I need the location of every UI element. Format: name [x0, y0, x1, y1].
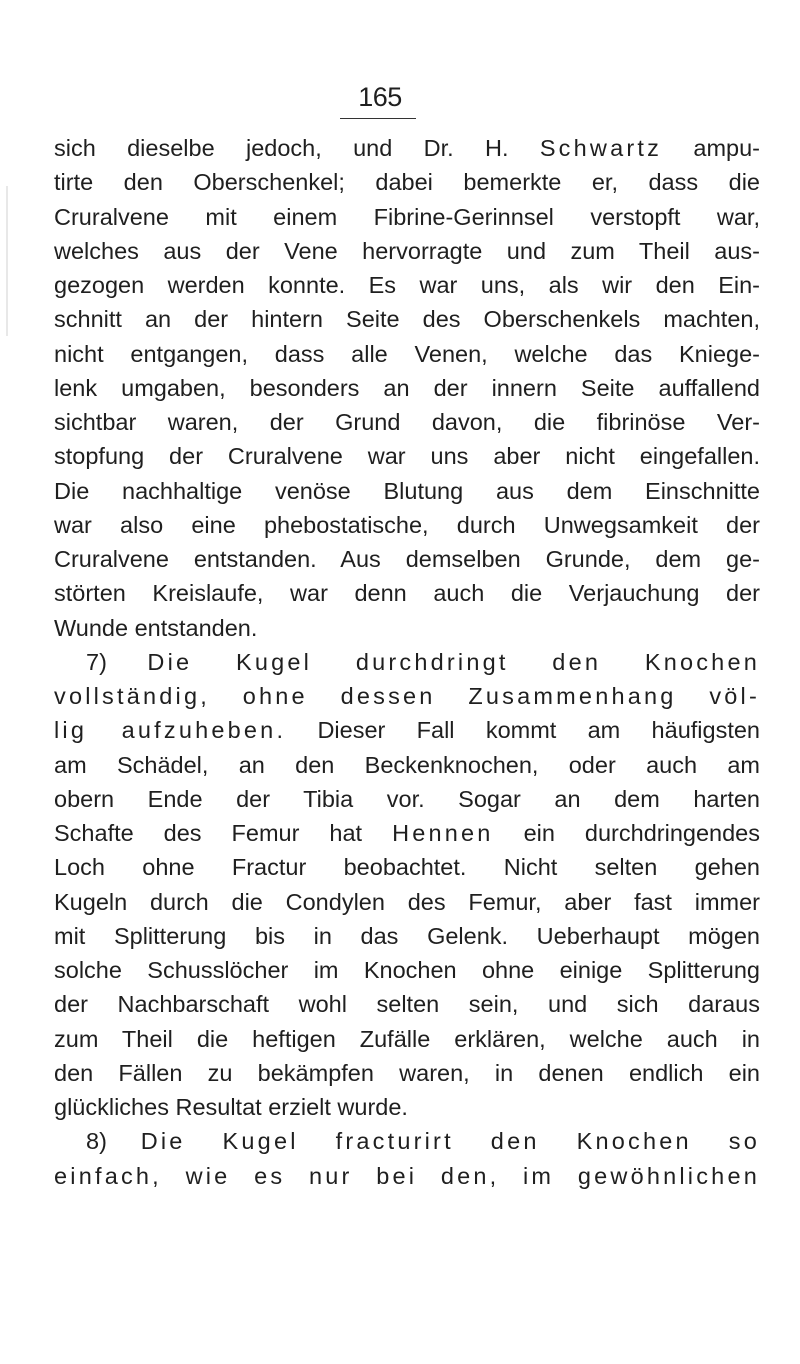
page-number-rule: [340, 118, 416, 119]
spaced-name: Schwartz: [539, 135, 663, 161]
text-line: welches aus der Vene hervorragte und zum Theil aus-: [54, 237, 760, 264]
spaced-heading: vollständig, ohne dessen Zusammenhang völ-: [54, 683, 760, 709]
spaced-heading: Die Kugel fracturirt den Knochen so: [140, 1128, 760, 1155]
text-line: störten Kreislaufe, war denn auch die Verjauchung der: [54, 580, 760, 607]
text-line: solche Schusslöcher im Knochen ohne einige Splitterung: [54, 957, 760, 983]
text-line: tirte den Oberschenkel; dabei bemerkte er, dass die: [54, 169, 760, 196]
text-line: Cruralvene mit einem Fibrine-Gerinnsel verstopft war,: [54, 203, 760, 230]
text-line: den Fällen zu bekämpfen waren, in denen endlich ein: [54, 1059, 760, 1086]
text-line: Die nachhaltige venöse Blutung aus dem Einschnitte: [54, 477, 760, 504]
section-heading-line: [54, 679, 760, 713]
text-line: Loch ohne Fractur beobachtet. Nicht selten gehen: [54, 854, 760, 881]
text-line: am Schädel, an den Beckenknochen, oder auch am: [54, 751, 760, 778]
text-line: sich dieselbe jedoch, und Dr. H. Schwartz ampu-: [54, 135, 760, 161]
spaced-heading: einfach, wie es nur bei den, im gewöhnlichen: [54, 1162, 760, 1189]
text-line: zum Theil die heftigen Zufälle erklären, welche auch in: [54, 1025, 760, 1052]
spaced-heading: Die Kugel durchdringt den Knochen: [147, 648, 760, 675]
spaced-name: Hennen: [392, 820, 494, 846]
text-line: der Nachbarschaft wohl selten sein, und sich daraus: [54, 991, 760, 1018]
text-line: gezogen werden konnte. Es war uns, als wir den Ein-: [54, 272, 760, 298]
page-number: 165: [358, 82, 402, 112]
section-heading-line: 7) Die Kugel durchdringt den Knochen: [86, 648, 760, 675]
body-text: [54, 131, 760, 1193]
section-heading-line: [54, 1159, 760, 1193]
text-line: lig aufzuheben. Dieser Fall kommt am häufigsten: [54, 717, 760, 744]
text-line: stopfung der Cruralvene war uns aber nicht eingefallen.: [54, 443, 760, 470]
text-line: glückliches Resultat erzielt wurde.: [54, 1094, 408, 1120]
text-line: schnitt an der hintern Seite des Oberschenkels machten,: [54, 306, 760, 333]
text-line: mit Splitterung bis in das Gelenk. Ueberhaupt mögen: [54, 922, 760, 949]
text-line: Kugeln durch die Condylen des Femur, aber fast immer: [54, 888, 760, 915]
text-line: Wunde entstanden.: [54, 614, 258, 641]
text-line: war also eine phebostatische, durch Unwegsamkeit der: [54, 511, 760, 538]
section-heading-line: 8) Die Kugel fracturirt den Knochen so: [86, 1128, 760, 1155]
text-line: lenk umgaben, besonders an der innern Seite auffallend: [54, 374, 760, 401]
text-line: sichtbar waren, der Grund davon, die fibrinöse Ver-: [54, 409, 760, 435]
text-line: Cruralvene entstanden. Aus demselben Grunde, dem ge-: [54, 546, 760, 572]
text-line: nicht entgangen, dass alle Venen, welche das Kniege-: [54, 340, 760, 367]
spaced-heading: lig aufzuheben.: [54, 717, 287, 744]
page-edge-shadow: [6, 186, 8, 336]
text-line: Schafte des Femur hat Hennen ein durchdringendes: [54, 820, 760, 846]
text-line: obern Ende der Tibia vor. Sogar an dem harten: [54, 785, 760, 812]
